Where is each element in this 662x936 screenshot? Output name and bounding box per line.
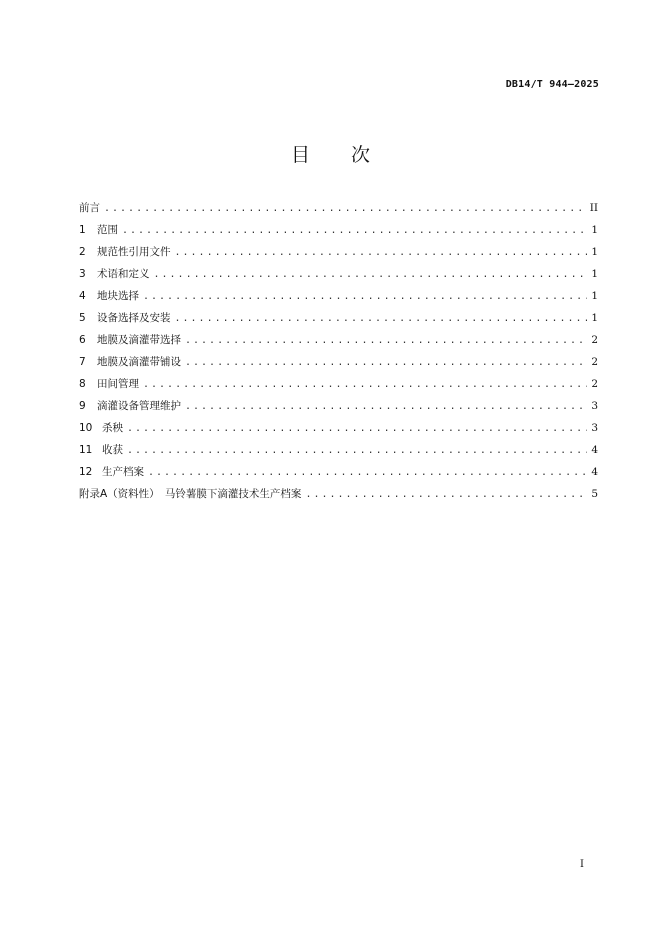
toc-entry-page: 1 (591, 290, 598, 302)
toc-entry-number: 8 (79, 378, 86, 390)
toc-entry-number: 3 (79, 268, 86, 280)
toc-entry-title: 术语和定义 (97, 268, 150, 280)
toc-entry-title: 地膜及滴灌带选择 (97, 334, 181, 346)
toc-entry-title: 规范性引用文件 (97, 246, 171, 258)
toc-entry-title: 地膜及滴灌带铺设 (97, 356, 181, 368)
toc-leader-dots (122, 225, 587, 236)
toc-entry[interactable] (79, 442, 598, 464)
toc-entry-number: 12 (79, 466, 93, 478)
toc-entry[interactable] (79, 266, 598, 288)
toc-leader-dots (175, 247, 588, 258)
toc-entry-title: 田间管理 (97, 378, 139, 390)
toc-entry-number: 10 (79, 422, 93, 434)
toc-entry[interactable] (79, 420, 598, 442)
toc-leader-dots (185, 335, 587, 346)
document-code: DB14/T 944—2025 (505, 79, 599, 90)
toc-entry[interactable] (79, 244, 598, 266)
toc-entry-number: 6 (79, 334, 86, 346)
toc-entry-page: 3 (591, 422, 598, 434)
toc-leader-dots (127, 445, 587, 456)
toc-leader-dots (185, 357, 587, 368)
toc-leader-dots (104, 203, 586, 214)
toc-entry-number: 2 (79, 246, 86, 258)
toc-leader-dots (127, 423, 587, 434)
toc-leader-dots (143, 379, 587, 390)
toc-entry-number: 9 (79, 400, 86, 412)
toc-entry-number: 5 (79, 312, 86, 324)
toc-leader-dots (305, 489, 587, 500)
toc-leader-dots (175, 313, 588, 324)
toc-entry-page: II (589, 202, 598, 214)
page-number: I (580, 859, 584, 870)
toc-entry-title: 设备选择及安装 (97, 312, 171, 324)
toc-entry[interactable] (79, 310, 598, 332)
toc-entry-title: 杀秧 (102, 422, 123, 434)
toc-entry-page: 4 (591, 444, 598, 456)
toc-entry-title: 滴灌设备管理维护 (97, 400, 181, 412)
toc-entry-page: 2 (591, 378, 598, 390)
toc-entry[interactable] (79, 486, 598, 508)
toc-entry[interactable] (79, 200, 598, 222)
toc-entry-number: 7 (79, 356, 86, 368)
toc-entry-page: 1 (591, 312, 598, 324)
toc-leader-dots (185, 401, 587, 412)
page-title-char-1: 目 (290, 144, 311, 166)
toc-leader-dots (143, 291, 587, 302)
toc-entry-page: 1 (591, 246, 598, 258)
toc-entry-page: 1 (591, 224, 598, 236)
toc-entry-title: 地块选择 (97, 290, 139, 302)
page-title (0, 140, 662, 167)
toc-leader-dots (154, 269, 588, 280)
toc-entry-page: 2 (591, 356, 598, 368)
toc-entry[interactable] (79, 464, 598, 486)
toc-entry-number: 4 (79, 290, 86, 302)
toc-entry[interactable] (79, 354, 598, 376)
toc-entry[interactable] (79, 222, 598, 244)
toc-entry-title: 收获 (102, 444, 123, 456)
toc-entry-title: 附录A（资料性） 马铃薯膜下滴灌技术生产档案 (79, 488, 302, 500)
toc-entry-number: 1 (79, 224, 86, 236)
toc-entry-page: 5 (591, 488, 598, 500)
toc-entry[interactable] (79, 332, 598, 354)
toc-entry[interactable] (79, 398, 598, 420)
toc-entry-page: 1 (591, 268, 598, 280)
toc-entry-title: 生产档案 (102, 466, 144, 478)
table-of-contents (79, 200, 598, 508)
toc-entry-page: 4 (591, 466, 598, 478)
toc-entry-title: 范围 (97, 224, 118, 236)
toc-entry[interactable] (79, 376, 598, 398)
page-title-char-2: 次 (351, 144, 372, 166)
toc-entry-page: 3 (591, 400, 598, 412)
toc-entry-title: 前言 (79, 202, 100, 214)
toc-entry-page: 2 (591, 334, 598, 346)
toc-entry[interactable] (79, 288, 598, 310)
toc-leader-dots (148, 467, 587, 478)
toc-entry-number: 11 (79, 444, 93, 456)
